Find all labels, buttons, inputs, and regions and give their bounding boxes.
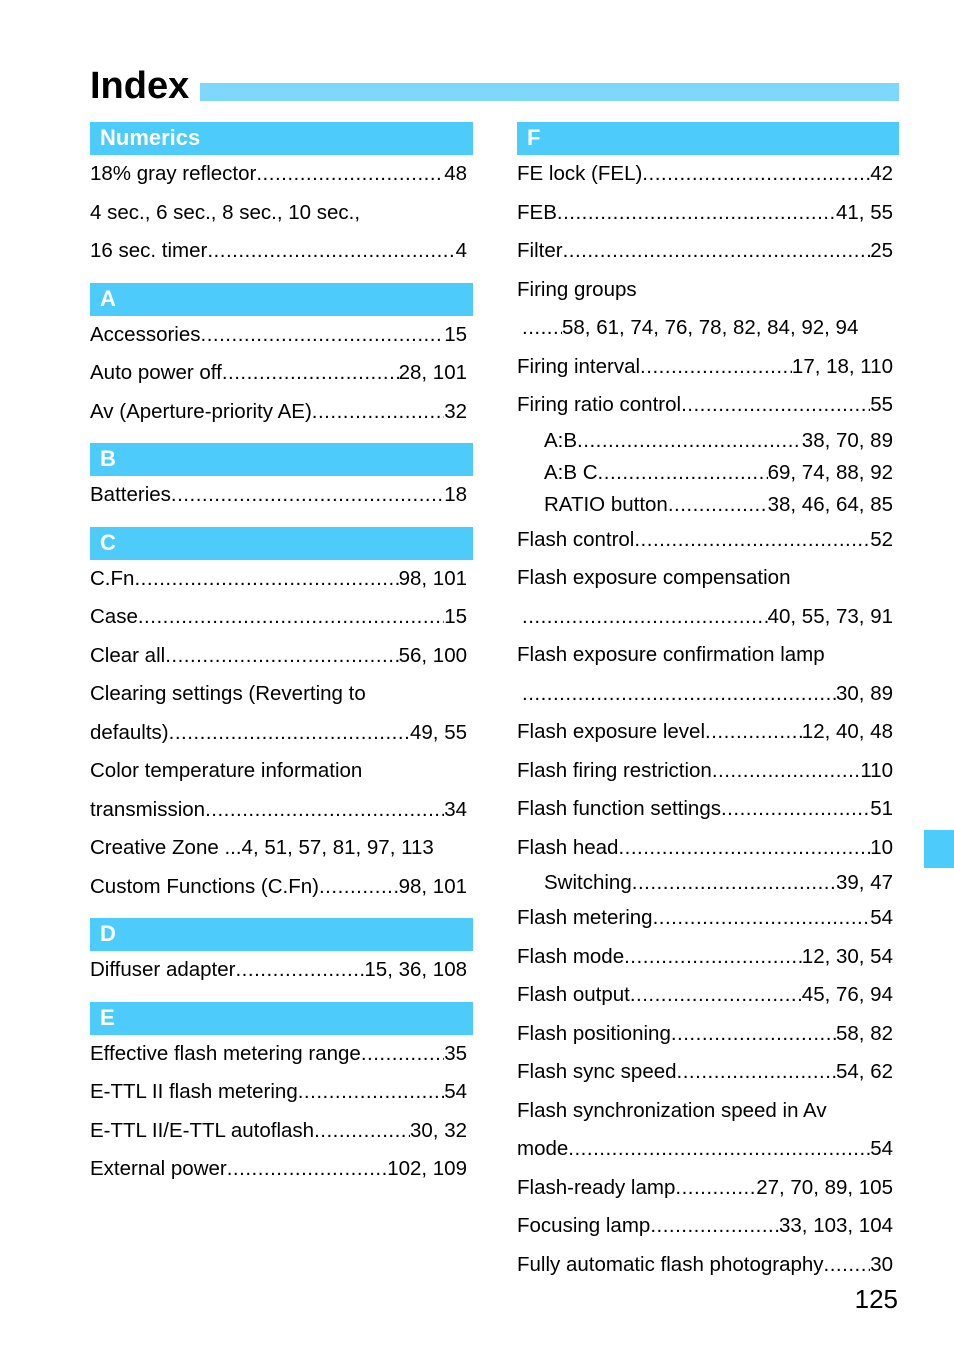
leader-dots (634, 521, 870, 560)
index-subentry (517, 457, 899, 489)
entry-pages: 49, 55 (410, 720, 467, 744)
leader-dots (671, 1015, 836, 1054)
page-number: 125 (854, 1284, 898, 1314)
leader-dots (207, 232, 455, 271)
index-entry (517, 271, 899, 310)
index-entry (90, 393, 473, 432)
leader-dots (522, 675, 836, 714)
entry-pages: 10 (870, 835, 893, 859)
entry-label: transmission (90, 797, 206, 821)
index-entry (90, 1150, 473, 1189)
entry-pages: 30 (870, 1252, 893, 1276)
index-entry (90, 232, 473, 271)
index-entry (517, 559, 899, 598)
section-header-f: F (517, 122, 899, 155)
entry-label: Flash function settings (517, 797, 721, 820)
entry-label: E-TTL II flash metering (90, 1080, 298, 1103)
entry-label: Flash metering (517, 906, 653, 929)
section-f-entries (517, 155, 899, 1284)
leader-dots (563, 232, 871, 271)
leader-dots (675, 1169, 756, 1208)
entry-label: Flash output (517, 983, 630, 1006)
entry-pages: 33, 103, 104 (779, 1214, 893, 1237)
entry-label: Effective flash metering range (90, 1041, 361, 1065)
entry-label: A:B (544, 428, 578, 452)
index-entry (517, 829, 899, 868)
index-entry (517, 899, 899, 938)
index-entry (517, 386, 899, 425)
leader-dots (256, 155, 444, 194)
entry-pages: 35 (444, 1041, 467, 1065)
index-entry (90, 951, 473, 990)
entry-label: Clear all (90, 643, 166, 667)
section-header-b: B (90, 443, 473, 476)
index-subentry (517, 867, 899, 899)
index-entry (517, 1015, 899, 1054)
index-subentry (517, 489, 899, 521)
entry-label: Accessories (90, 322, 201, 346)
index-entry (90, 829, 473, 868)
index-entry (90, 637, 473, 676)
leader-dots (201, 316, 445, 355)
leader-dots (618, 829, 870, 868)
entry-label: Firing ratio control (517, 393, 682, 416)
index-entry (517, 752, 899, 791)
section-header-a: A (90, 283, 473, 316)
entry-pages: 54 (870, 906, 893, 929)
entry-label: 18% gray reflector (90, 162, 257, 185)
chapter-tab (924, 830, 954, 868)
leader-dots (712, 752, 861, 791)
leader-dots (235, 951, 364, 990)
leader-dots (361, 1035, 444, 1074)
entry-label: Flash-ready lamp (517, 1175, 676, 1199)
entry-pages: 42 (870, 162, 893, 185)
entry-label: Focusing lamp (517, 1214, 651, 1237)
index-entry (517, 1092, 899, 1131)
entry-label: Flash positioning (517, 1021, 671, 1045)
entry-pages: 4 (455, 239, 467, 262)
entry-label: Diffuser adapter (90, 958, 236, 981)
index-entry-continuation (517, 309, 899, 348)
entry-pages: 41, 55 (836, 200, 893, 224)
entry-label: Flash synchronization speed in Av (517, 1098, 827, 1122)
entry-pages: 54 (444, 1080, 467, 1103)
index-entry (517, 976, 899, 1015)
index-column-left (90, 122, 473, 1189)
entry-label: Filter (517, 239, 563, 262)
section-header-e: E (90, 1002, 473, 1035)
leader-dots (134, 560, 398, 599)
entry-label: defaults) (90, 720, 169, 744)
entry-pages: 32 (444, 399, 467, 423)
entry-pages: 58, 82 (836, 1021, 893, 1045)
index-column-right (517, 122, 899, 1284)
index-entry (517, 1169, 899, 1208)
index-entry (90, 752, 473, 791)
leader-dots (314, 1112, 410, 1151)
index-entry (517, 521, 899, 560)
index-entry (90, 1112, 473, 1151)
entry-label: Flash head (517, 835, 619, 859)
entry-pages: 45, 76, 94 (801, 983, 893, 1006)
entry-pages: 15, 36, 108 (364, 958, 467, 981)
entry-pages: 58, 61, 74, 76, 78, 82, 84, 92, 94 (562, 316, 859, 339)
leader-dots (557, 194, 836, 233)
leader-dots (668, 489, 768, 521)
leader-dots (171, 476, 444, 515)
entry-pages: 28, 101 (398, 361, 467, 384)
entry-label: Flash mode (517, 944, 625, 968)
entry-pages: 15 (444, 322, 467, 346)
index-entry (517, 636, 899, 675)
leader-dots (169, 714, 410, 753)
index-entry (90, 560, 473, 599)
entry-label: External power (90, 1157, 227, 1180)
entry-pages: 48 (444, 162, 467, 185)
section-a-entries (90, 316, 473, 432)
leader-dots (598, 457, 768, 489)
section-numerics-entries (90, 155, 473, 271)
entry-pages: 25 (870, 239, 893, 262)
section-header-c: C (90, 527, 473, 560)
entry-pages: 56, 100 (398, 643, 467, 667)
entry-label: mode (517, 1137, 569, 1160)
index-entry (90, 791, 473, 830)
entry-label: Auto power off (90, 361, 222, 384)
entry-label: Flash firing restriction (517, 758, 712, 782)
leader-dots (677, 1053, 836, 1092)
leader-dots (650, 1207, 779, 1246)
leader-dots (165, 637, 398, 676)
index-subentry (517, 425, 899, 457)
index-entry (90, 316, 473, 355)
leader-dots (824, 1246, 871, 1285)
index-entry (517, 348, 899, 387)
index-entry (517, 1246, 899, 1285)
leader-dots (138, 598, 444, 637)
entry-label: Flash exposure confirmation lamp (517, 643, 825, 666)
entry-label: E-TTL II/E-TTL autoflash (90, 1118, 315, 1142)
section-header-numerics: Numerics (90, 122, 473, 155)
entry-pages: 54 (870, 1137, 893, 1160)
entry-pages: 17, 18, 110 (791, 354, 893, 378)
entry-pages: 110 (860, 758, 893, 782)
entry-pages: 39, 47 (836, 871, 893, 894)
index-entry (517, 713, 899, 752)
entry-pages: 102, 109 (387, 1157, 467, 1180)
entry-label: Custom Functions (C.Fn) (90, 874, 319, 898)
entry-label: Flash control (517, 527, 635, 551)
index-entry (90, 155, 473, 194)
entry-label: Creative Zone ...4, 51, 57, 81, 97, 113 (90, 836, 434, 859)
index-entry (517, 790, 899, 829)
section-header-d: D (90, 918, 473, 951)
leader-dots (577, 425, 802, 457)
entry-pages: 98, 101 (398, 874, 467, 898)
leader-dots (522, 598, 768, 637)
entry-label: Firing interval (517, 354, 641, 378)
entry-pages: 18 (444, 483, 467, 506)
entry-pages: 98, 101 (398, 566, 467, 590)
index-entry (517, 232, 899, 271)
leader-dots (653, 899, 871, 938)
section-d-entries (90, 951, 473, 990)
leader-dots (705, 713, 802, 752)
entry-label: A:B C (544, 460, 598, 484)
entry-pages: 27, 70, 89, 105 (756, 1175, 893, 1199)
entry-pages: 38, 46, 64, 85 (767, 492, 893, 516)
entry-pages: 30, 89 (836, 681, 893, 705)
entry-label: Av (Aperture-priority AE) (90, 399, 312, 423)
entry-label: Switching (544, 871, 632, 894)
entry-label: Color temperature information (90, 759, 363, 782)
leader-dots (630, 976, 802, 1015)
entry-pages: 12, 40, 48 (801, 720, 893, 743)
leader-dots (721, 790, 870, 829)
index-entry (90, 868, 473, 907)
leader-dots (522, 309, 562, 348)
leader-dots (319, 868, 399, 907)
section-b-entries (90, 476, 473, 515)
index-entry (90, 476, 473, 515)
entry-label: 4 sec., 6 sec., 8 sec., 10 sec., (90, 200, 361, 224)
entry-label: Firing groups (517, 277, 637, 301)
leader-dots (312, 393, 444, 432)
leader-dots (222, 354, 399, 393)
index-entry (517, 155, 899, 194)
entry-label: 16 sec. timer (90, 239, 208, 262)
index-entry (517, 1053, 899, 1092)
entry-label: Clearing settings (Reverting to (90, 682, 366, 705)
index-entry (517, 938, 899, 977)
index-entry-continuation (517, 675, 899, 714)
index-entry (517, 194, 899, 233)
entry-pages: 38, 70, 89 (801, 428, 893, 452)
entry-pages: 12, 30, 54 (801, 944, 893, 968)
entry-label: Flash exposure compensation (517, 566, 791, 589)
entry-label: FE lock (FEL) (517, 162, 643, 185)
entry-pages: 51 (870, 797, 893, 820)
leader-dots (298, 1073, 444, 1112)
leader-dots (632, 867, 836, 899)
title-accent-bar (200, 83, 899, 101)
entry-pages: 30, 32 (410, 1118, 467, 1142)
index-entry (517, 1130, 899, 1169)
leader-dots (681, 386, 870, 425)
section-e-entries (90, 1035, 473, 1189)
entry-label: RATIO button (544, 492, 668, 516)
index-entry (90, 354, 473, 393)
entry-label: Fully automatic flash photography (517, 1252, 824, 1276)
index-entry (90, 1035, 473, 1074)
leader-dots (205, 791, 444, 830)
entry-label: C.Fn (90, 566, 135, 590)
index-entry (90, 714, 473, 753)
entry-pages: 40, 55, 73, 91 (767, 604, 893, 628)
index-entry (90, 598, 473, 637)
index-entry (90, 1073, 473, 1112)
entry-pages: 55 (870, 393, 893, 416)
entry-label: Case (90, 605, 138, 628)
page-title: Index (90, 65, 190, 107)
leader-dots (642, 155, 870, 194)
section-c-entries (90, 560, 473, 907)
leader-dots (568, 1130, 870, 1169)
entry-pages: 52 (870, 527, 893, 551)
leader-dots (227, 1150, 387, 1189)
entry-label: Batteries (90, 483, 171, 506)
entry-pages: 34 (444, 797, 467, 821)
index-entry (90, 675, 473, 714)
index-entry (517, 1207, 899, 1246)
entry-pages: 54, 62 (836, 1060, 893, 1083)
entry-label: Flash sync speed (517, 1060, 677, 1083)
entry-pages: 15 (444, 605, 467, 628)
index-entry-continuation (517, 598, 899, 637)
entry-pages: 69, 74, 88, 92 (767, 460, 893, 484)
index-entry (90, 194, 473, 233)
entry-label: Flash exposure level (517, 720, 706, 743)
leader-dots (640, 348, 792, 387)
entry-label: FEB (517, 200, 557, 224)
leader-dots (624, 938, 802, 977)
